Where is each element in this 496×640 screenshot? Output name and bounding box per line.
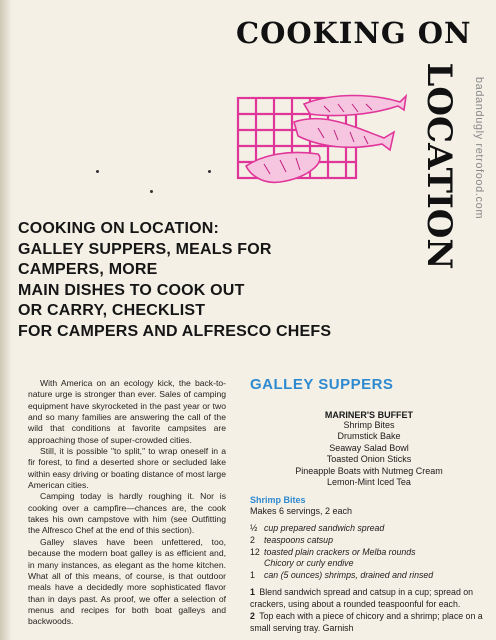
grill-fish-icon [234, 92, 410, 188]
menu-item: Toasted Onion Sticks [326, 454, 412, 465]
ingredient-qty: ½ [250, 523, 258, 534]
ingredient-qty: 1 [250, 569, 255, 580]
intro-paragraph: Galley slaves have been unfettered, too, because the modern boat galley is as efficient and, in many instances, as elegant as the home kitchen. What all of this means, of course, is that outdoor meals have a decidedly more sophisticated flavor than in days past. As proof, we offer a selection of menus and recipes for both boat galleys and backwoods. [28, 536, 226, 627]
intro-paragraph: Still, it is possible "to split," to wrap oneself in a fir forest, to find a deserted shore or secluded lake within easy driving or boating distance of most large American cities. [28, 446, 226, 491]
step-text: Top each with a piece of chicory and a shrimp; place on a small serving tray. Garnish [250, 611, 483, 633]
section-title: GALLEY SUPPERS [250, 376, 394, 393]
headline-line: COOKING ON LOCATION: [18, 220, 220, 237]
step-number: 2 [250, 611, 255, 622]
menu-item: Seaway Salad Bowl [329, 442, 409, 453]
title-location-text: LOCATION [419, 62, 459, 270]
menu-item: Shrimp Bites [343, 420, 395, 430]
ingredient [250, 523, 488, 535]
print-speck [96, 170, 99, 173]
menu-item: Pineapple Boats with Nutmeg Cream [295, 465, 443, 476]
page-binding-shadow [0, 0, 12, 640]
title-cooking-on: COOKING ON [236, 16, 472, 50]
watermark-text: badandugly retrofood.com [473, 76, 485, 220]
intro-paragraph: Camping today is hardly roughing it. Nor is cooking over a campfire—chances are, the cook takes his own campstove with him (see Outfitting the Alfresco Chef at the end of this section). [28, 491, 226, 536]
ingredient-text: teaspoons catsup [264, 535, 333, 546]
headline-line: FOR CAMPERS AND ALFRESCO CHEFS [18, 322, 332, 340]
print-speck [150, 190, 153, 193]
recipe-servings: Makes 6 servings, 2 each [250, 506, 353, 517]
ingredient-qty: 2 [250, 535, 255, 546]
menu-item: Lemon-Mint Iced Tea [327, 477, 411, 488]
ingredient-sub: Chicory or curly endive [264, 558, 354, 569]
headline-line: OR CARRY, CHECKLIST [18, 302, 206, 319]
recipe-step [250, 587, 488, 610]
print-speck [208, 170, 211, 173]
headline-line: CAMPERS, MORE [18, 261, 158, 278]
galley-column [250, 376, 488, 635]
ingredient-list [250, 523, 488, 581]
menu-title: MARINER'S BUFFET [324, 410, 414, 420]
menu-list [250, 420, 488, 488]
intro-column [28, 378, 226, 628]
step-number: 1 [250, 587, 255, 598]
headline-line: MAIN DISHES TO COOK OUT [18, 281, 245, 299]
recipe-title: Shrimp Bites [250, 495, 306, 506]
ingredient-text: cup prepared sandwich spread [264, 523, 385, 534]
ingredient-text: toasted plain crackers or Melba rounds [264, 546, 416, 557]
recipe-step [250, 611, 488, 634]
ingredient [250, 570, 488, 582]
watermark [470, 48, 488, 248]
headline [18, 219, 428, 342]
intro-paragraph: With America on an ecology kick, the back-to-nature urge is stronger than ever. Sales of camping equipment have skyrocketed in the past year or two and so many families are answering the call of the wild that conditions at favorite campsites are approaching those of super-crowded cities. [28, 378, 226, 445]
ingredient [250, 547, 488, 570]
step-text: Blend sandwich spread and catsup in a cup; spread on crackers, using about a rounded teaspoonful for each. [250, 587, 474, 609]
headline-line: GALLEY SUPPERS, MEALS FOR [18, 240, 272, 258]
ingredient-text: can (5 ounces) shrimps, drained and rinsed [264, 569, 434, 580]
ingredient [250, 535, 488, 547]
recipe-steps [250, 587, 488, 634]
menu-item: Drumstick Bake [337, 431, 401, 442]
ingredient-qty: 12 [250, 546, 260, 557]
